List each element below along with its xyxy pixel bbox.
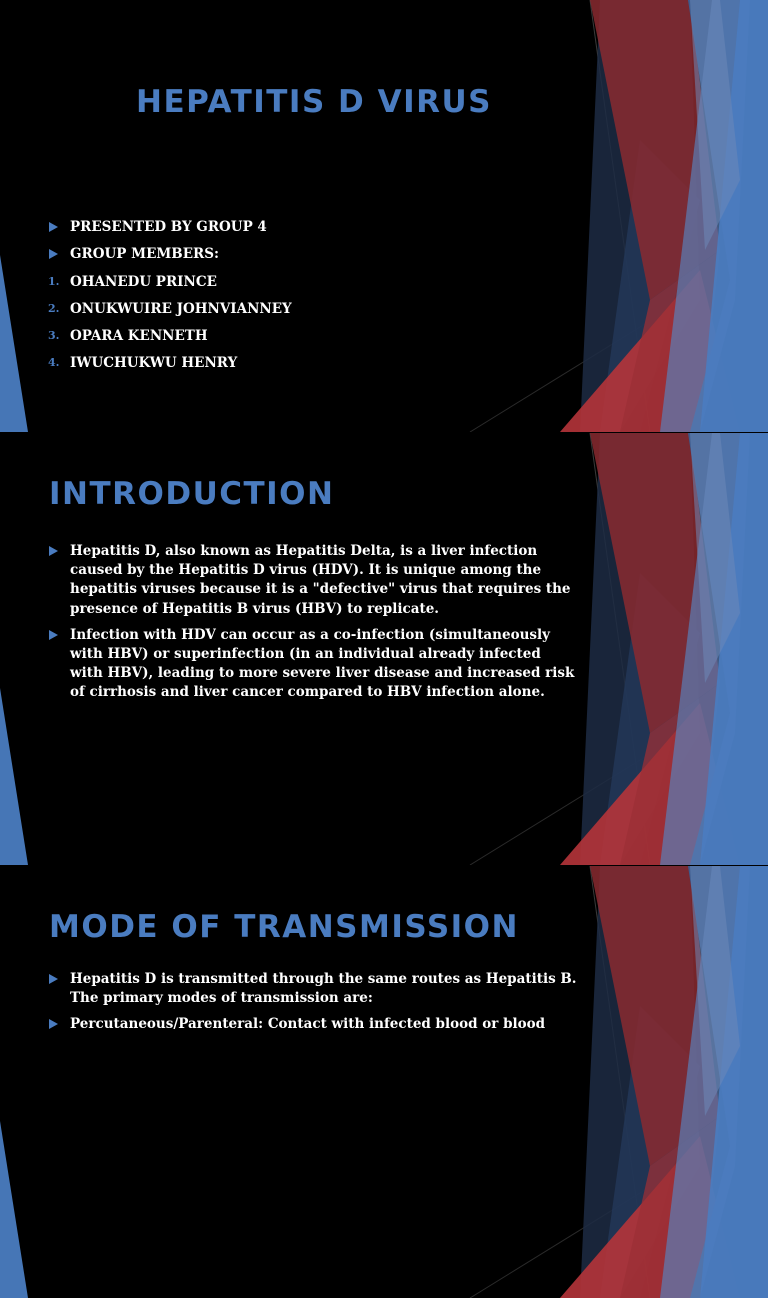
list-item xyxy=(48,970,578,1008)
list-number: 2. xyxy=(48,301,60,315)
bullet-list xyxy=(48,542,578,710)
list-item xyxy=(48,354,292,381)
list-item xyxy=(48,300,292,327)
list-item xyxy=(48,327,292,354)
slide-heading: MODE OF TRANSMISSION xyxy=(49,909,519,945)
list-item-text: Hepatitis D is transmitted through the same routes as Hepatitis B. The primary modes of transmission are: xyxy=(70,971,577,1007)
list-item-text: OHANEDU PRINCE xyxy=(70,273,217,290)
list-item-text: IWUCHUKWU HENRY xyxy=(70,355,238,372)
list-item xyxy=(48,626,578,703)
list-number: 3. xyxy=(48,329,60,343)
list-item-text: GROUP MEMBERS: xyxy=(70,246,219,263)
list-item-text: Hepatitis D, also known as Hepatitis Delta, is a liver infection caused by the Hepatitis D virus (HDV). It is unique among the hepatitis viruses because it is a "defective" virus that requires the presence of Hepatitis B virus (HBV) to replicate. xyxy=(70,543,571,617)
list-item-text: Infection with HDV can occur as a co-infection (simultaneously with HBV) or superinfection (in an individual already infected with HBV), leading to more severe liver disease and increased risk of cirrhosis and liver cancer compared to HBV infection alone. xyxy=(70,626,575,701)
list-number: 4. xyxy=(48,356,60,370)
list-item-text: PRESENTED BY GROUP 4 xyxy=(70,219,267,235)
member-list xyxy=(48,218,292,382)
slide-title xyxy=(0,0,768,432)
list-item xyxy=(48,542,578,619)
slide-transmission xyxy=(0,866,768,1298)
list-item-text: Percutaneous/Parenteral: Contact with infected blood or blood xyxy=(70,1016,546,1033)
list-item-text: OPARA KENNETH xyxy=(70,328,208,345)
slide-title-heading: HEPATITIS D VIRUS xyxy=(136,84,492,120)
list-item-text: ONUKWUIRE JOHNVIANNEY xyxy=(70,300,292,317)
slide-introduction xyxy=(0,433,768,865)
list-item xyxy=(48,273,292,300)
list-item xyxy=(48,218,292,245)
list-item xyxy=(48,245,292,272)
bullet-list xyxy=(48,970,578,1042)
list-number: 1. xyxy=(48,274,60,288)
slide-heading: INTRODUCTION xyxy=(49,476,335,512)
list-item xyxy=(48,1015,578,1034)
